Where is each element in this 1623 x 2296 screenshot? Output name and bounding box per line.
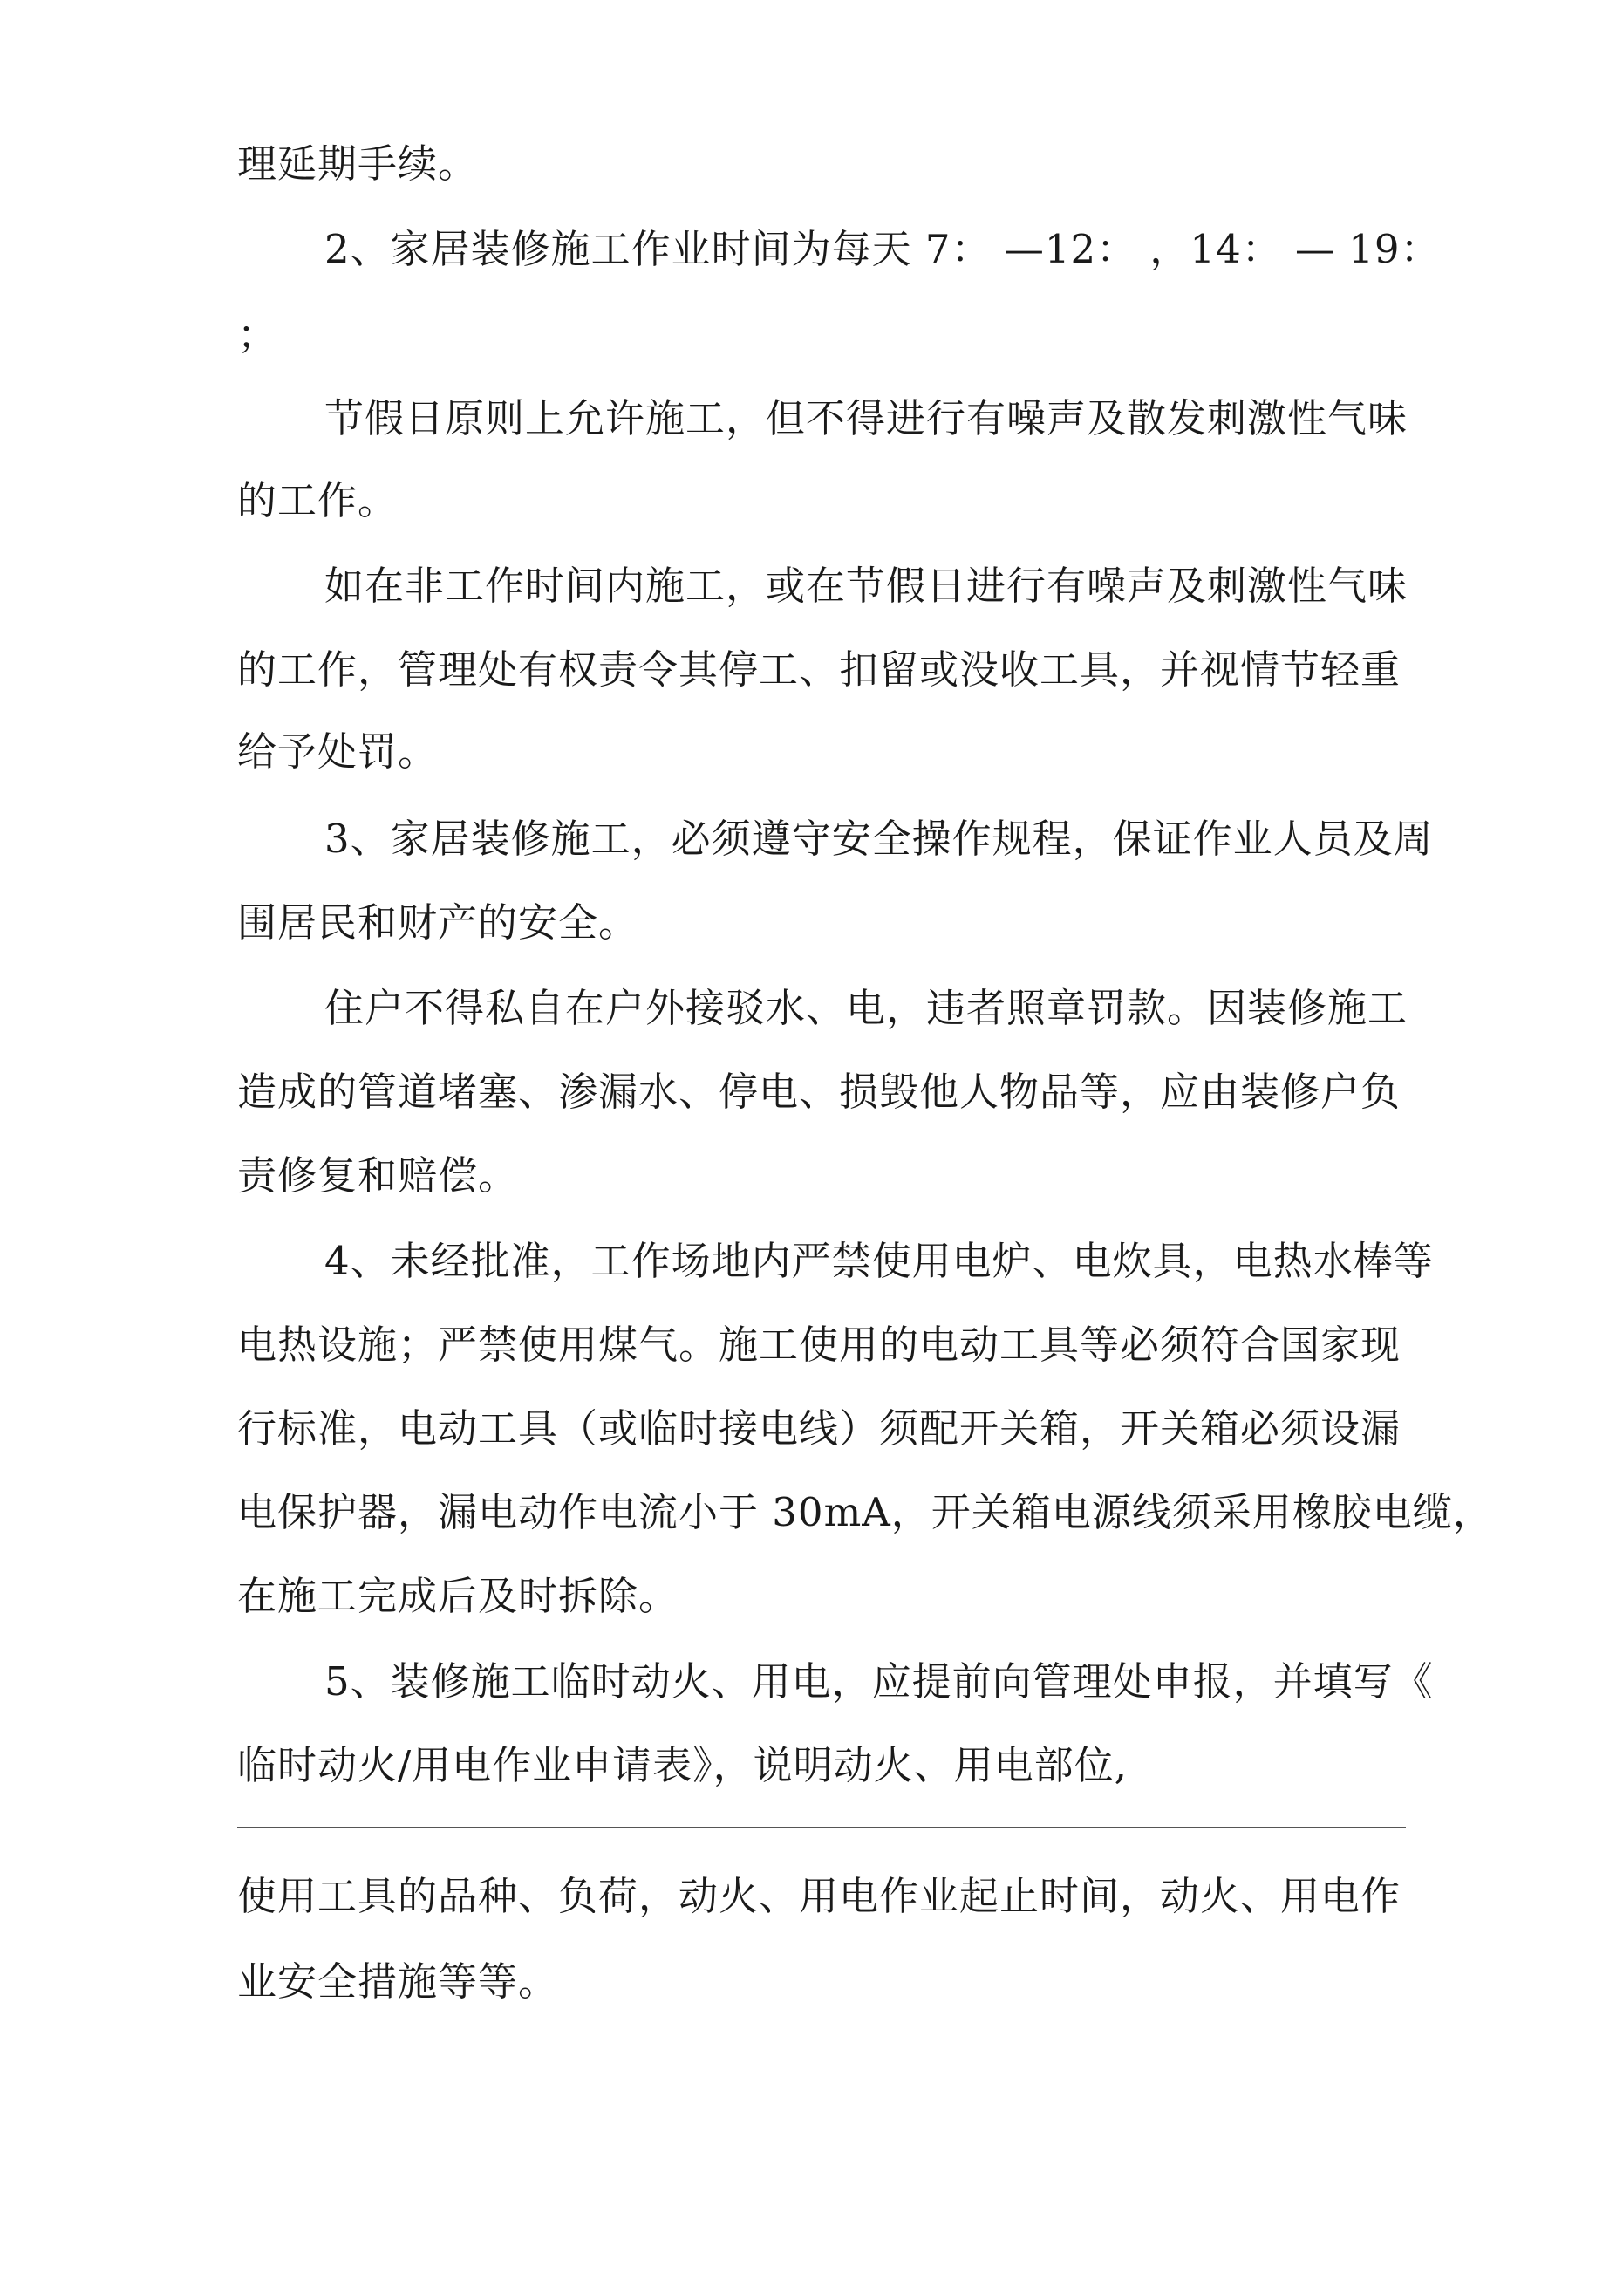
text-line: 3、家居装修施工，必须遵守安全操作规程，保证作业人员及周 [324, 816, 1434, 862]
text-line: 造成的管道堵塞、渗漏水、停电、损毁他人物品等，应由装修户负 [237, 1069, 1401, 1115]
text-line: 行标准，电动工具（或临时接电线）须配开关箱，开关箱必须设漏 [237, 1405, 1401, 1452]
text-line: 5、装修施工临时动火、用电，应提前向管理处申报，并填写《 [324, 1658, 1434, 1705]
text-line: 4、未经批准，工作场地内严禁使用电炉、电炊具，电热水棒等 [324, 1238, 1434, 1284]
text-line: 2、家居装修施工作业时间为每天 7： —12： ，14： — 19： [324, 226, 1441, 272]
page-divider [237, 1827, 1406, 1828]
text-line: 业安全措施等等。 [237, 1958, 559, 2005]
text-line: 电保护器，漏电动作电流小于 30mA，开关箱电源线须采用橡胶电缆， [237, 1489, 1493, 1535]
text-line: 的工作。 [237, 477, 399, 523]
text-line: 如在非工作时间内施工，或在节假日进行有噪声及刺激性气味 [324, 563, 1408, 609]
text-line: 给予处罚。 [237, 728, 439, 775]
text-line: 理延期手续。 [237, 140, 479, 187]
text-line: 责修复和赔偿。 [237, 1152, 519, 1199]
text-line: 节假日原则上允许施工，但不得进行有噪声及散发刺激性气味 [324, 395, 1408, 441]
text-line: 使用工具的品种、负荷，动火、用电作业起止时间，动火、用电作 [237, 1873, 1401, 1919]
text-line: 住户不得私自在户外接驳水、电，违者照章罚款。因装修施工 [324, 985, 1408, 1031]
text-line: 临时动火/用电作业申请表》，说明动火、用电部位, [237, 1742, 1128, 1788]
text-line: 的工作，管理处有权责令其停工、扣留或没收工具，并视情节轻重 [237, 646, 1401, 693]
text-line: 电热设施；严禁使用煤气。施工使用的电动工具等必须符合国家现 [237, 1322, 1401, 1368]
text-line: 围居民和财产的安全。 [237, 899, 639, 946]
text-line: ； [237, 311, 278, 358]
text-line: 在施工完成后及时拆除。 [237, 1573, 679, 1619]
